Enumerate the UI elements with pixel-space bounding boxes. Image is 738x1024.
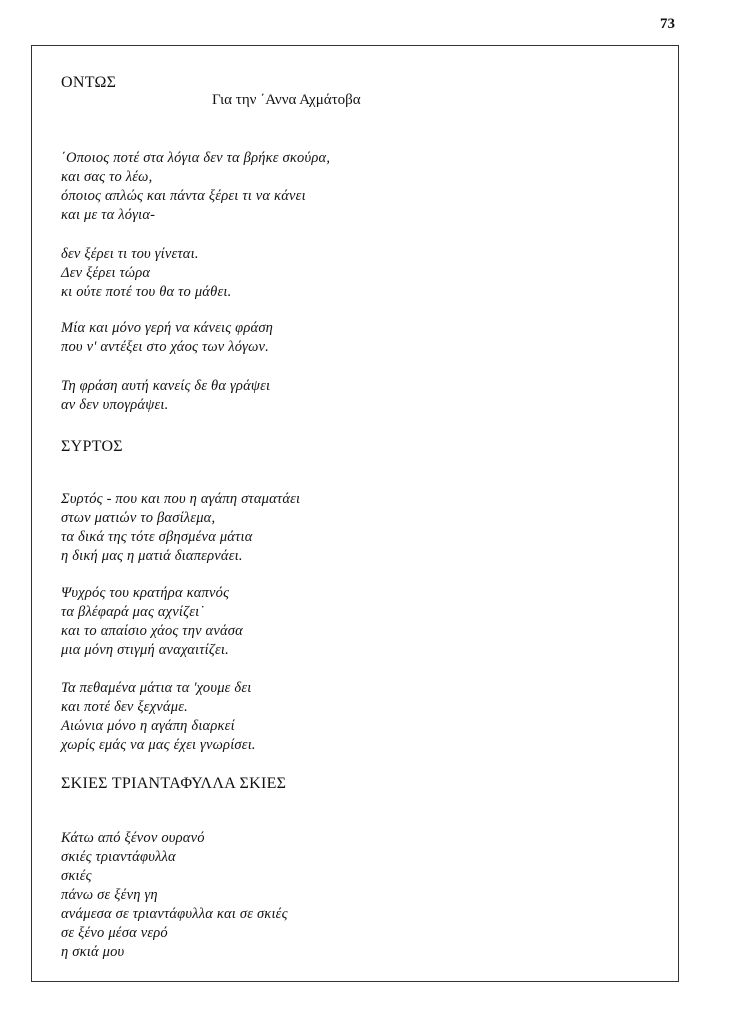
- poem-line: σκιές: [61, 868, 92, 884]
- poem-line: και το απαίσιο χάος την ανάσα: [61, 623, 243, 639]
- poem-line: χωρίς εμάς να μας έχει γνωρίσει.: [61, 737, 256, 753]
- poem-line: πάνω σε ξένη γη: [61, 887, 158, 903]
- poem-line: και ποτέ δεν ξεχνάμε.: [61, 699, 188, 715]
- poem-line: Μία και μόνο γερή να κάνεις φράση: [61, 320, 274, 336]
- poem-title-skies: ΣΚΙΕΣ ΤΡΙΑΝΤΑΦΥΛΛΑ ΣΚΙΕΣ: [61, 775, 287, 792]
- poem-line: η σκιά μου: [61, 944, 125, 960]
- poem-stanza: [61, 679, 256, 755]
- poem-line: ΄Οποιος ποτέ στα λόγια δεν τα βρήκε σκούρα,: [61, 150, 331, 166]
- poem-line: Τα πεθαμένα μάτια τα 'χουμε δει: [61, 680, 252, 696]
- poem-line: στων ματιών το βασίλεμα,: [61, 510, 216, 526]
- poem-line: αν δεν υπογράψει.: [61, 397, 169, 413]
- poem-line: Τη φράση αυτή κανείς δε θα γράψει: [61, 378, 271, 394]
- poem-line: και σας το λέω,: [61, 169, 153, 185]
- poem-line: όποιος απλώς και πάντα ξέρει τι να κάνει: [61, 188, 306, 204]
- poem-stanza: [61, 377, 270, 415]
- poem-line: σκιές τριαντάφυλλα: [61, 849, 176, 865]
- poem-line: τα δικά της τότε σβησμένα μάτια: [61, 529, 253, 545]
- poem-line: μια μόνη στιγμή αναχαιτίζει.: [61, 642, 229, 658]
- poem-stanza: [61, 319, 273, 357]
- poem-line: Δεν ξέρει τώρα: [61, 265, 151, 281]
- poem-stanza: [61, 829, 288, 962]
- page-number: 73: [660, 16, 675, 32]
- poem-line: Κάτω από ξένον ουρανό: [61, 830, 205, 846]
- poem-stanza: [61, 149, 330, 225]
- poem-line: Αιώνια μόνο η αγάπη διαρκεί: [61, 718, 235, 734]
- poem-line: η δική μας η ματιά διαπερνάει.: [61, 548, 243, 564]
- poem-line: και με τα λόγια-: [61, 207, 156, 223]
- poem-line: Συρτός - που και που η αγάπη σταματάει: [61, 491, 301, 507]
- poem-line: δεν ξέρει τι του γίνεται.: [61, 246, 199, 262]
- poem-line: ανάμεσα σε τριαντάφυλλα και σε σκιές: [61, 906, 288, 922]
- poem-title-syrtos: ΣΥΡΤΟΣ: [61, 438, 123, 455]
- poem-stanza: [61, 584, 243, 660]
- poem-line: Ψυχρός του κρατήρα καπνός: [61, 585, 230, 601]
- poem-line: που ν' αντέξει στο χάος των λόγων.: [61, 339, 269, 355]
- poem-stanza: [61, 245, 231, 302]
- poem-dedication: Για την ΄Αννα Αχμάτοβα: [212, 92, 361, 108]
- poem-line: τα βλέφαρά μας αχνίζει˙: [61, 604, 205, 620]
- poem-line: σε ξένο μέσα νερό: [61, 925, 168, 941]
- poem-title-ontos: ΟΝΤΩΣ: [61, 74, 117, 91]
- poem-stanza: [61, 490, 300, 566]
- poem-line: κι ούτε ποτέ του θα το μάθει.: [61, 284, 232, 300]
